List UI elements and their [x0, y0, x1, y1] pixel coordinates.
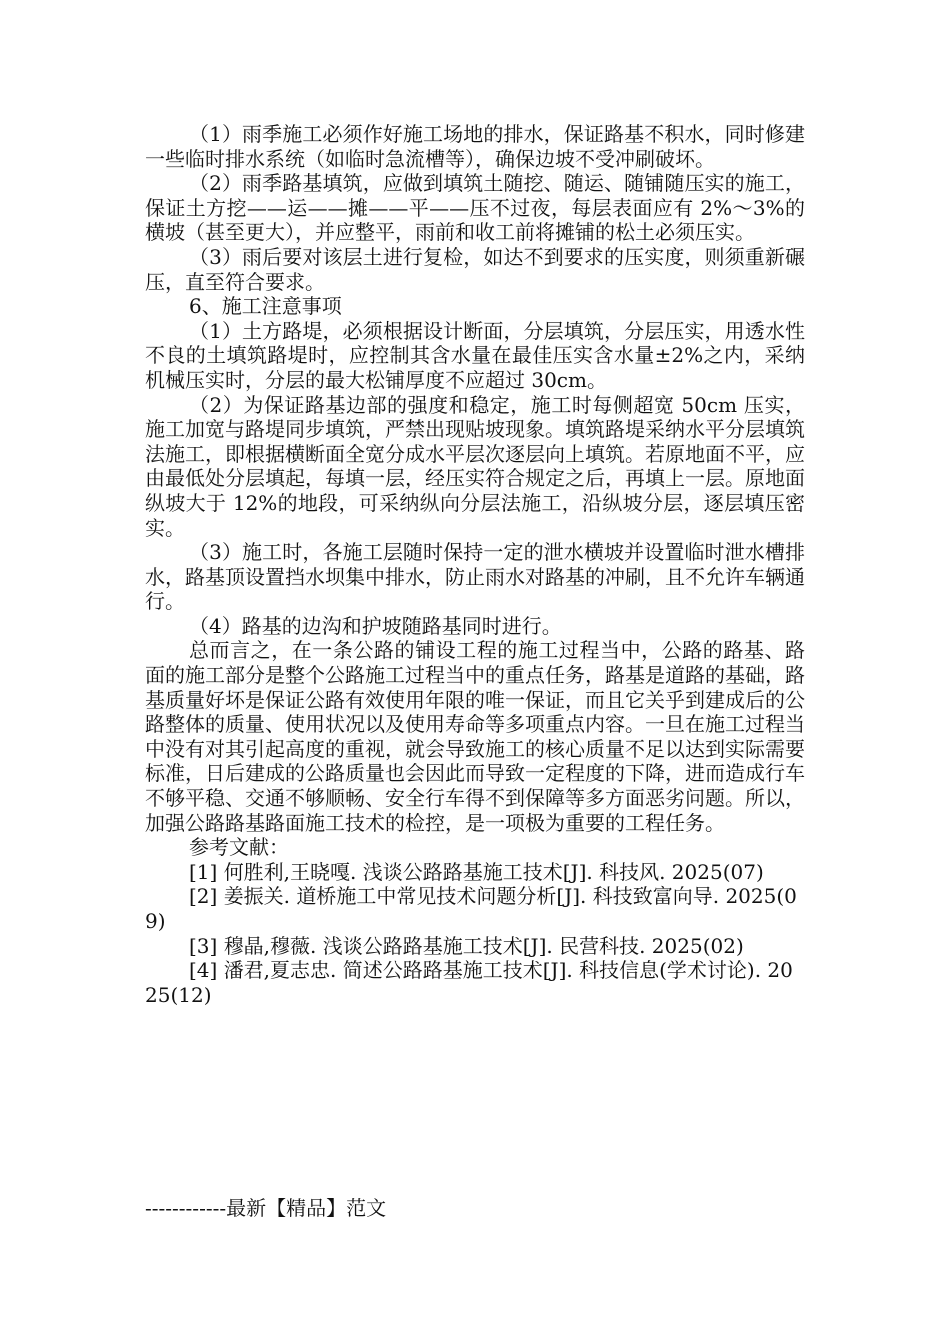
- document-body: [145, 122, 805, 1007]
- paragraph-earth-embankment: （1）土方路堤，必须根据设计断面，分层填筑，分层压实，用透水性不良的土填筑路堤时，应控制其含水量在最佳压实含水量±2%之内，采纳机械压实时，分层的最大松铺厚度不应超过 30cm。: [145, 318, 805, 392]
- reference-item: [4] 潘君,夏志忠. 简述公路路基施工技术[J]. 科技信息(学术讨论). 2025(12): [145, 958, 793, 1007]
- section-heading-precautions: 6、施工注意事项: [189, 294, 342, 319]
- page-footer: ------------最新【精品】范文: [145, 1196, 387, 1220]
- paragraph-rain-recheck: （3）雨后要对该层土进行复检，如达不到要求的压实度，则须重新碾压，直至符合要求。: [145, 244, 805, 294]
- paragraph-rain-filling: （2）雨季路基填筑，应做到填筑土随挖、随运、随铺随压实的施工，保证土方挖——运——摊——平——压不过夜，每层表面应有 2%～3%的横坡（甚至更大），并应整平，雨前和收工前将摊铺的松土必须压实。: [145, 171, 805, 245]
- paragraph-edge-strength: （2）为保证路基边部的强度和稳定，施工时每侧超宽 50cm 压实，施工加宽与路堤同步填筑，严禁出现贴坡现象。填筑路堤采纳水平分层填筑法施工，即根据横断面全宽分成水平层次逐层向上填筑。若原地面不平，应由最低处分层填起，每填一层，经压实符合规定之后，再填上一层。原地面纵坡大于 12%的地段，可采纳纵向分层法施工，沿纵坡分层，逐层填压密实。: [145, 392, 805, 540]
- paragraph-drainage-slope: （3）施工时，各施工层随时保持一定的泄水横坡并设置临时泄水槽排水，路基顶设置挡水坝集中排水，防止雨水对路基的冲刷，且不允许车辆通行。: [145, 540, 805, 614]
- references-heading: 参考文献：: [189, 835, 289, 860]
- paragraph-ditch-slope: （4）路基的边沟和护坡随路基同时进行。: [189, 613, 562, 638]
- reference-item: [2] 姜振关. 道桥施工中常见技术问题分析[J]. 科技致富向导. 2025(09): [145, 884, 797, 933]
- paragraph-rain-drainage: （1）雨季施工必须作好施工场地的排水，保证路基不积水，同时修建一些临时排水系统（如临时急流槽等），确保边坡不受冲刷破坏。: [145, 122, 805, 171]
- reference-item: [1] 何胜利,王晓嘎. 浅谈公路路基施工技术[J]. 科技风. 2025(07): [189, 859, 764, 884]
- paragraph-conclusion: 总而言之，在一条公路的铺设工程的施工过程当中，公路的路基、路面的施工部分是整个公路施工过程当中的重点任务，路基是道路的基础，路基质量好坏是保证公路有效使用年限的唯一保证，而且它关乎到建成后的公路整体的质量、使用状况以及使用寿命等多项重点内容。一旦在施工过程当中没有对其引起高度的重视，就会导致施工的核心质量不足以达到实际需要标准，日后建成的公路质量也会因此而导致一定程度的下降，进而造成行车不够平稳、交通不够顺畅、安全行车得不到保障等多方面恶劣问题。所以，加强公路路基路面施工技术的检控，是一项极为重要的工程任务。: [145, 638, 805, 835]
- reference-item: [3] 穆晶,穆薇. 浅谈公路路基施工技术[J]. 民营科技. 2025(02): [189, 933, 744, 958]
